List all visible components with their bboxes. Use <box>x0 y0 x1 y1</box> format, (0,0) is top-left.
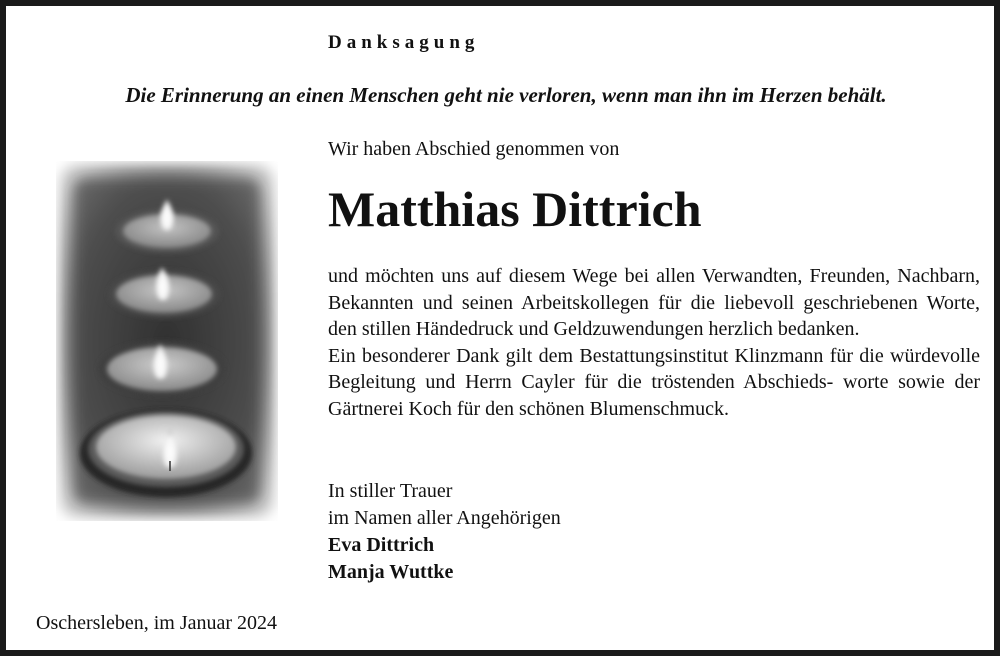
signer-name: Eva Dittrich <box>328 534 435 556</box>
thanks-paragraph-1: und möchten uns auf diesem Wege bei allen Verwandten, Freunden, Nachbarn, Bekannten und seinen Arbeitskollegen für die liebevoll geschriebenen Worte, den stillen Händedruck und Geldzuwendungen herzlich bedanken. <box>328 265 980 341</box>
thanks-message <box>328 263 980 423</box>
memorial-quote: Die Erinnerung an einen Menschen geht nie verloren, wenn man ihn im Herzen behält. <box>125 83 887 107</box>
candle-3 <box>98 341 226 397</box>
signer-name: Manja Wuttke <box>328 561 454 583</box>
deceased-name: Matthias Dittrich <box>328 181 702 237</box>
candle-4 <box>80 409 252 497</box>
farewell-intro: Wir haben Abschied genommen von <box>328 138 620 160</box>
closing-line-2: im Namen aller Angehörigen <box>328 507 561 529</box>
candles-photo <box>56 161 278 521</box>
closing-line-1: In stiller Trauer <box>328 480 453 502</box>
closing-block <box>328 478 561 586</box>
candles-image <box>56 161 278 521</box>
place-date: Oschersleben, im Januar 2024 <box>36 612 278 634</box>
thanks-paragraph-2: Ein besonderer Dank gilt dem Bestattungsinstitut Klinzmann für die würdevolle Begleitung und Herrn Cayler für die tröstenden Abschieds- worte sowie der Gärtnerei Koch für den schönen Blumenschmuck. <box>328 344 980 420</box>
notice-heading: Danksagung <box>328 32 480 53</box>
